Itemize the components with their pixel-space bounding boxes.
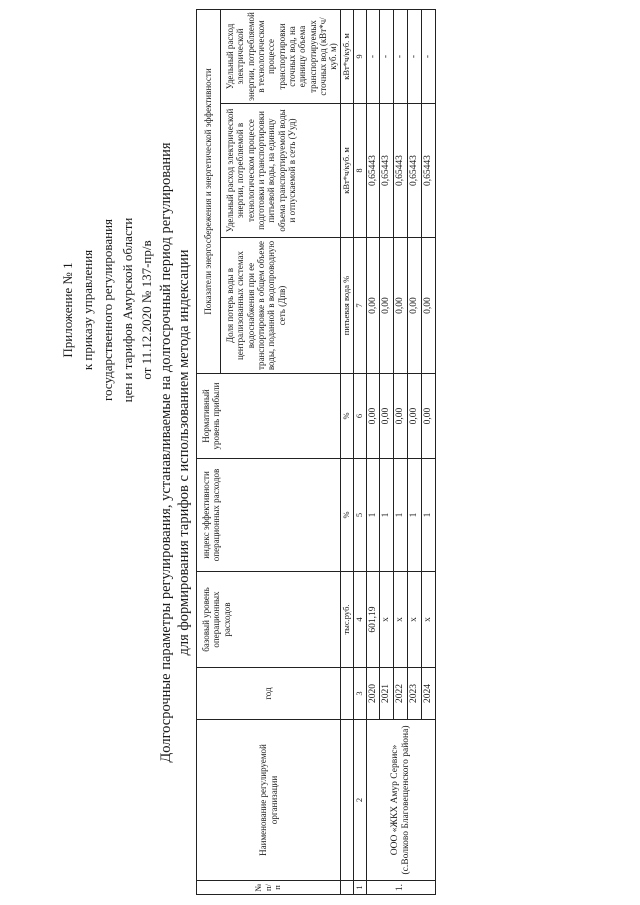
header-water-loss: Доля потерь воды в централизованных системах водоснабжения при ее транспортировке в общем объеме воды, поданной в водопроводную сеть (Дпв) xyxy=(221,238,341,374)
row-number: 1. xyxy=(366,881,436,895)
cell-profit-level: 0,00 xyxy=(380,374,394,459)
header-num: № п/п xyxy=(197,881,341,895)
cell-profit-level: 0,00 xyxy=(366,374,380,459)
cell-year: 2021 xyxy=(380,668,394,720)
header-base-level: базовый уровень операционных расходов xyxy=(197,572,341,668)
cell-base-level: 601,19 xyxy=(366,572,380,668)
cell-water-loss: 0,00 xyxy=(366,238,380,374)
header-energy-group: Показатели энергосбережения и энергетической эффективности xyxy=(197,9,221,373)
cell-water-loss: 0,00 xyxy=(394,238,408,374)
cell-energy-sewer: - xyxy=(380,9,394,103)
cell-water-loss: 0,00 xyxy=(422,238,436,374)
header-organization: Наименование регулируемой организации xyxy=(197,720,341,881)
appendix-line-3: государственного регулирования xyxy=(100,218,115,402)
cell-energy-sewer: - xyxy=(408,9,422,103)
appendix-line-5: от 11.12.2020 № 137-пр/в xyxy=(139,240,154,380)
cell-profit-level: 0,00 xyxy=(422,374,436,459)
cell-energy-sewer: - xyxy=(394,9,408,103)
unit-cell: питьевая вода % xyxy=(341,238,354,374)
column-number: 9 xyxy=(353,9,366,103)
cell-base-level: x xyxy=(408,572,422,668)
column-number: 7 xyxy=(353,238,366,374)
cell-energy-sewer: - xyxy=(366,9,380,103)
column-number: 3 xyxy=(353,668,366,720)
cell-base-level: x xyxy=(380,572,394,668)
column-number: 6 xyxy=(353,374,366,459)
cell-energy-water: 0,65443 xyxy=(408,104,422,238)
document-title-line-2: для формирования тарифов с использованием метода индексации xyxy=(176,249,192,656)
unit-cell: тыс.руб. xyxy=(341,572,354,668)
cell-efficiency-index: 1 xyxy=(394,459,408,572)
header-year: год xyxy=(197,668,341,720)
column-number: 5 xyxy=(353,459,366,572)
parameters-table xyxy=(196,9,436,895)
cell-year: 2020 xyxy=(366,668,380,720)
unit-cell: кВт*ч/куб. м xyxy=(341,104,354,238)
appendix-line-2: к приказу управления xyxy=(80,249,95,371)
units-row xyxy=(341,9,354,894)
column-number: 1 xyxy=(353,881,366,895)
cell-year: 2022 xyxy=(394,668,408,720)
cell-water-loss: 0,00 xyxy=(408,238,422,374)
column-numbers-row xyxy=(353,9,366,894)
unit-cell: % xyxy=(341,374,354,459)
unit-cell xyxy=(341,668,354,720)
header-energy-sewer: Удельный расход электрической энергии, потребляемой в технологическом процессе транспортировки сточных вод, на единицу объема транспортируемых сточных вод (кВт*ч/куб. м) xyxy=(221,9,341,103)
header-efficiency-index: индекс эффективности операционных расходов xyxy=(197,459,341,572)
cell-energy-water: 0,65443 xyxy=(422,104,436,238)
header-profit-level: Нормативный уровень прибыли xyxy=(197,374,341,459)
cell-energy-water: 0,65443 xyxy=(394,104,408,238)
organization-name: ООО «ЖКХ Амур Сервис» (с.Волково Благовещенского района) xyxy=(366,720,436,881)
unit-cell xyxy=(341,720,354,881)
appendix-line-4: цен и тарифов Амурской области xyxy=(120,217,135,403)
cell-efficiency-index: 1 xyxy=(366,459,380,572)
cell-water-loss: 0,00 xyxy=(380,238,394,374)
column-number: 8 xyxy=(353,104,366,238)
unit-cell: % xyxy=(341,459,354,572)
cell-base-level: x xyxy=(422,572,436,668)
cell-energy-water: 0,65443 xyxy=(380,104,394,238)
cell-efficiency-index: 1 xyxy=(422,459,436,572)
unit-cell xyxy=(341,881,354,895)
cell-energy-sewer: - xyxy=(422,9,436,103)
cell-energy-water: 0,65443 xyxy=(366,104,380,238)
unit-cell: кВт*ч/куб. м xyxy=(341,9,354,103)
cell-base-level: x xyxy=(394,572,408,668)
cell-efficiency-index: 1 xyxy=(408,459,422,572)
cell-efficiency-index: 1 xyxy=(380,459,394,572)
header-energy-water: Удельный расход электрической энергии, потребляемой в технологическом процессе подготовки и транспортировки питьевой воды, на единицу объема транспортируемой воды и отпускаемой в сеть (Ууд) xyxy=(221,104,341,238)
cell-profit-level: 0,00 xyxy=(394,374,408,459)
cell-profit-level: 0,00 xyxy=(408,374,422,459)
document-title-line-1: Долгосрочные параметры регулирования, устанавливаемые на долгосрочный период регулирования xyxy=(158,142,174,763)
column-number: 4 xyxy=(353,572,366,668)
column-number: 2 xyxy=(353,720,366,881)
table-row xyxy=(366,9,380,894)
cell-year: 2024 xyxy=(422,668,436,720)
cell-year: 2023 xyxy=(408,668,422,720)
appendix-line-1: Приложение № 1 xyxy=(60,262,75,358)
